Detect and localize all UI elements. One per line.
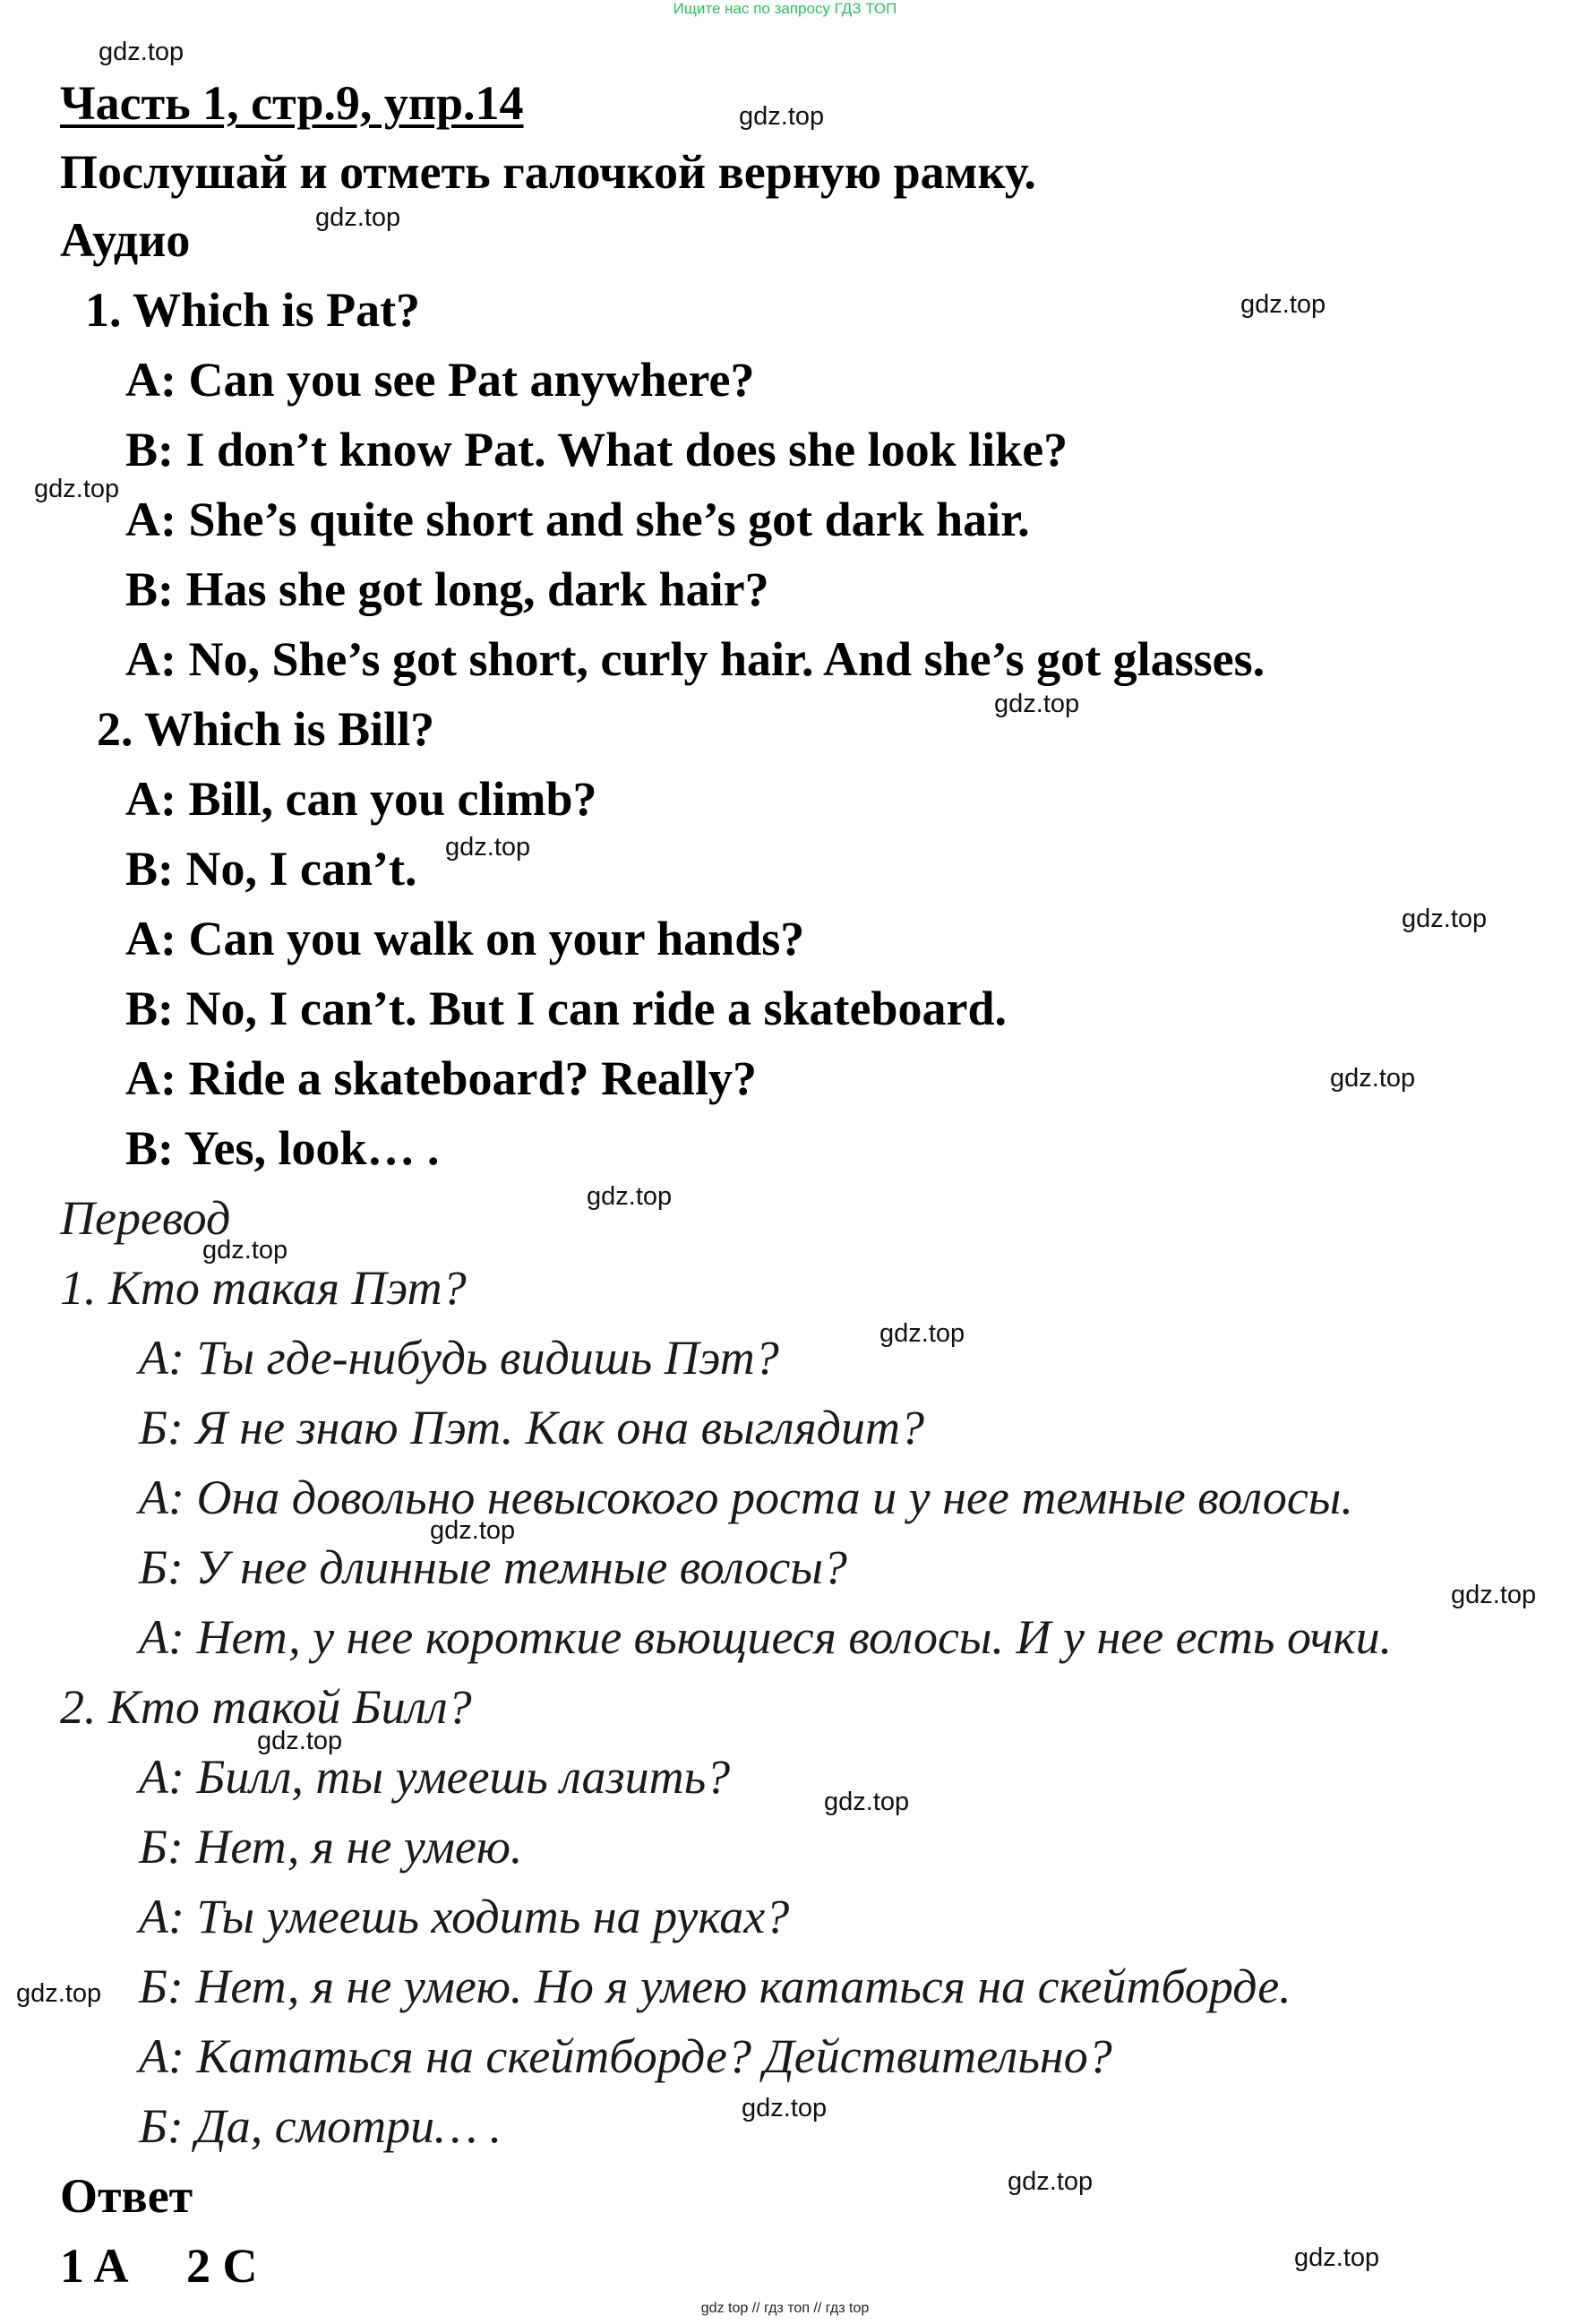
- dialogue-line: B: Yes, look… .: [125, 1121, 440, 1175]
- instruction-text: Послушай и отметь галочкой верную рамку.: [60, 145, 1036, 199]
- dialogue-line: A: She’s quite short and she’s got dark hair.: [125, 493, 1030, 546]
- watermark: gdz.top: [315, 203, 401, 232]
- watermark: gdz.top: [1402, 905, 1488, 933]
- dialogue-line: B: I don’t know Pat. What does she look like?: [125, 423, 1068, 476]
- watermark: gdz.top: [99, 38, 184, 66]
- answer-label: Ответ: [60, 2169, 193, 2223]
- translation-q2-title: 2. Кто такой Билл?: [60, 1680, 472, 1734]
- watermark: gdz.top: [34, 475, 120, 503]
- translation-q1-title: 1. Кто такая Пэт?: [60, 1261, 467, 1315]
- dialogue-line: A: No, She’s got short, curly hair. And she’s got glasses.: [125, 632, 1265, 686]
- translation-line: Б: Нет, я не умею. Но я умею кататься на скейтборде.: [139, 1960, 1291, 2013]
- bottom-banner[interactable]: gdz top // гдз топ // гдз top: [700, 2301, 870, 2316]
- translation-line: А: Нет, у нее короткие вьющиеся волосы. И у нее есть очки.: [139, 1610, 1393, 1664]
- watermark: gdz.top: [1008, 2167, 1094, 2196]
- translation-line: А: Она довольно невысокого роста и у нее темные волосы.: [139, 1471, 1353, 1524]
- dialogue-line: A: Can you see Pat anywhere?: [125, 353, 755, 407]
- translation-line: Б: У нее длинные темные волосы?: [139, 1540, 847, 1594]
- dialogue-line: B: No, I can’t.: [125, 842, 417, 896]
- translation-label: Перевод: [60, 1191, 231, 1245]
- audio-q2-title: 2. Which is Bill?: [97, 702, 435, 756]
- translation-line: Б: Да, смотри… .: [139, 2099, 502, 2153]
- audio-q1-title: 1. Which is Pat?: [85, 283, 421, 337]
- audio-label: Аудио: [60, 213, 191, 267]
- watermark: gdz.top: [445, 833, 531, 862]
- translation-line: Б: Нет, я не умею.: [139, 1820, 523, 1874]
- watermark: gdz.top: [742, 2094, 828, 2122]
- top-banner[interactable]: Ищите нас по запросу ГДЗ ТОП: [673, 0, 897, 17]
- watermark: gdz.top: [739, 102, 825, 131]
- watermark: gdz.top: [1451, 1581, 1537, 1609]
- dialogue-line: A: Ride a skateboard? Really?: [125, 1051, 757, 1105]
- watermark: gdz.top: [16, 1979, 102, 2008]
- watermark: gdz.top: [257, 1727, 343, 1755]
- translation-line: А: Ты где-нибудь видишь Пэт?: [139, 1331, 779, 1385]
- watermark: gdz.top: [587, 1182, 673, 1211]
- watermark: gdz.top: [1330, 1064, 1416, 1093]
- watermark: gdz.top: [202, 1236, 288, 1265]
- watermark: gdz.top: [1294, 2243, 1380, 2272]
- watermark: gdz.top: [430, 1516, 516, 1545]
- dialogue-line: A: Can you walk on your hands?: [125, 912, 805, 965]
- watermark: gdz.top: [879, 1319, 965, 1348]
- translation-line: А: Ты умеешь ходить на руках?: [139, 1890, 790, 1943]
- watermark: gdz.top: [1240, 290, 1326, 319]
- answer-value: 1 A 2 C: [60, 2239, 258, 2293]
- watermark: gdz.top: [994, 690, 1080, 718]
- dialogue-line: B: No, I can’t. But I can ride a skateboard.: [125, 982, 1008, 1035]
- dialogue-line: A: Bill, can you climb?: [125, 772, 597, 826]
- dialogue-line: B: Has she got long, dark hair?: [125, 562, 769, 616]
- translation-line: Б: Я не знаю Пэт. Как она выглядит?: [139, 1401, 924, 1454]
- translation-line: А: Кататься на скейтборде? Действительно?: [139, 2029, 1112, 2083]
- page-title: Часть 1, стр.9, упр.14: [60, 76, 524, 130]
- translation-line: А: Билл, ты умеешь лазить?: [139, 1750, 731, 1804]
- watermark: gdz.top: [824, 1788, 910, 1816]
